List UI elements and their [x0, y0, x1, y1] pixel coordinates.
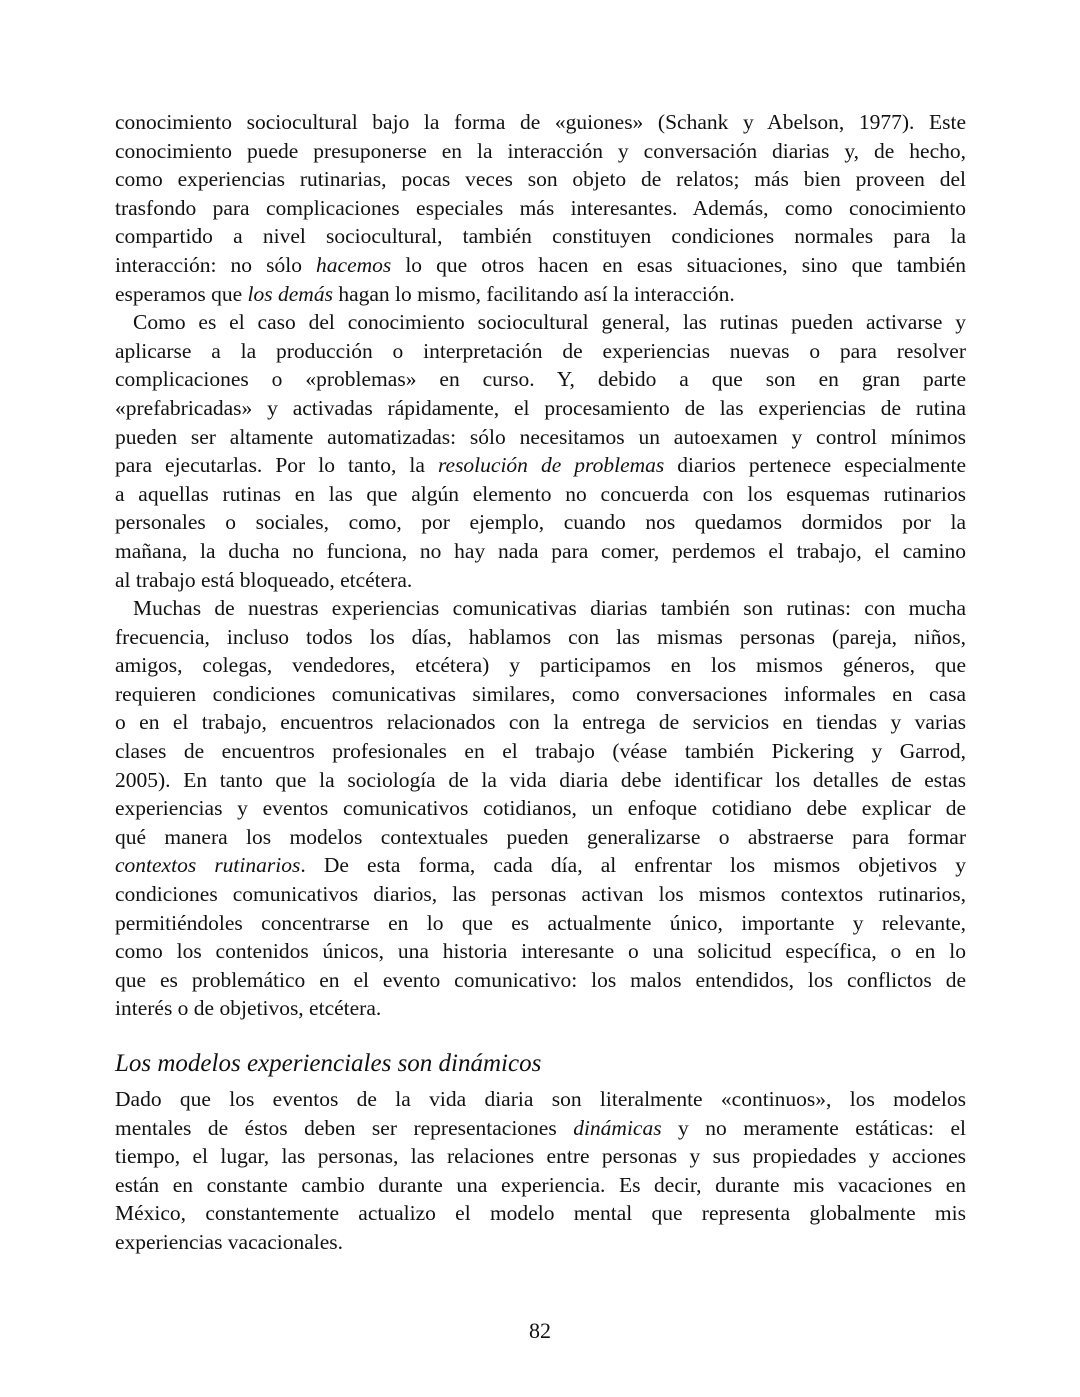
text-line: [115, 251, 966, 280]
text-run: Muchas de nuestras experiencias comunicativas diarias también son rutinas: con mucha: [133, 596, 966, 621]
text-run: hagan lo mismo, facilitando así la interacción.: [332, 281, 735, 306]
text-run: experiencias vacacionales.: [115, 1229, 344, 1254]
text-run: «prefabricadas» y activadas rápidamente, el procesamiento de las experiencias de rutina: [115, 395, 966, 420]
text-line: [115, 1199, 966, 1228]
text-line: [115, 966, 966, 995]
text-run: y no meramente estáticas: el: [661, 1115, 966, 1140]
text-line: [115, 308, 966, 337]
text-run: o en el trabajo, encuentros relacionados con la entrega de servicios en tiendas y varias: [115, 710, 966, 735]
text-line: [115, 680, 966, 709]
text-run: requieren condiciones comunicativas similares, como conversaciones informales en casa: [115, 681, 966, 706]
text-line: [115, 909, 966, 938]
text-line: [115, 537, 966, 566]
text-run: como experiencias rutinarias, pocas veces son objeto de relatos; más bien proveen del: [115, 167, 966, 192]
text-line: [115, 194, 966, 223]
text-run: interés o de objetivos, etcétera.: [115, 996, 382, 1021]
text-run: conocimiento puede presuponerse en la interacción y conversación diarias y, de hecho,: [115, 138, 966, 163]
text-line: [115, 794, 966, 823]
text-run: trasfondo para complicaciones especiales más interesantes. Además, como conocimiento: [115, 195, 966, 220]
text-line: [115, 165, 966, 194]
text-run: interacción: no sólo: [115, 252, 317, 277]
text-run: . De esta forma, cada día, al enfrentar los mismos objetivos y: [300, 853, 966, 878]
text-line: [115, 1085, 966, 1114]
text-line: [115, 708, 966, 737]
text-line: [115, 394, 966, 423]
text-line: [115, 280, 966, 309]
text-run: compartido a nivel sociocultural, también constituyen condiciones normales para la: [115, 224, 966, 249]
text-run: frecuencia, incluso todos los días, hablamos con las mismas personas (pareja, niños,: [115, 624, 966, 649]
page-body: [115, 108, 966, 1257]
text-run: 2005). En tanto que la sociología de la vida diaria debe identificar los detalles de estas: [115, 767, 966, 792]
text-run: están en constante cambio durante una experiencia. Es decir, durante mis vacaciones en: [115, 1172, 966, 1197]
body-text: [115, 108, 966, 1023]
section-body-text: [115, 1085, 966, 1257]
text-line: [115, 1171, 966, 1200]
text-line: [115, 566, 966, 595]
italic-emphasis: los demás: [247, 281, 333, 306]
text-line: [115, 480, 966, 509]
text-run: que es problemático en el evento comunicativo: los malos entendidos, los conflictos de: [115, 967, 966, 992]
text-run: condiciones comunicativos diarios, las personas activan los mismos contextos rutinarios,: [115, 882, 966, 907]
italic-emphasis: hacemos: [316, 252, 392, 277]
italic-emphasis: dinámicas: [573, 1115, 662, 1140]
text-run: a aquellas rutinas en las que algún elemento no concuerda con los esquemas rutinarios: [115, 481, 966, 506]
text-line: [115, 594, 966, 623]
page-number: 82: [529, 1318, 551, 1343]
text-line: [115, 1142, 966, 1171]
text-line: [115, 994, 966, 1023]
text-run: aplicarse a la producción o interpretación de experiencias nuevas o para resolver: [115, 338, 966, 363]
text-run: tiempo, el lugar, las personas, las relaciones entre personas y sus propiedades y acciones: [115, 1144, 966, 1169]
text-line: [115, 623, 966, 652]
text-run: México, constantemente actualizo el modelo mental que representa globalmente mis: [115, 1201, 966, 1226]
text-line: [115, 423, 966, 452]
text-run: qué manera los modelos contextuales pueden generalizarse o abstraerse para formar: [115, 824, 966, 849]
text-run: experiencias y eventos comunicativos cotidianos, un enfoque cotidiano debe explicar de: [115, 796, 966, 821]
text-run: mañana, la ducha no funciona, no hay nada para comer, perdemos el trabajo, el camino: [115, 538, 966, 563]
text-run: clases de encuentros profesionales en el trabajo (véase también Pickering y Garrod,: [115, 739, 966, 764]
text-line: [115, 937, 966, 966]
text-run: amigos, colegas, vendedores, etcétera) y participamos en los mismos géneros, que: [115, 653, 966, 678]
text-run: personales o sociales, como, por ejemplo, cuando nos quedamos dormidos por la: [115, 510, 966, 535]
text-line: [115, 108, 966, 137]
text-run: Como es el caso del conocimiento sociocultural general, las rutinas pueden activarse y: [133, 310, 966, 335]
text-line: [115, 823, 966, 852]
paragraph-p2: [115, 308, 966, 594]
text-line: [115, 880, 966, 909]
text-run: como los contenidos únicos, una historia interesante o una solicitud específica, o en lo: [115, 939, 966, 964]
text-run: diarios pertenece especialmente: [664, 453, 966, 478]
text-line: [115, 337, 966, 366]
text-run: pueden ser altamente automatizadas: sólo necesitamos un autoexamen y control mínimos: [115, 424, 966, 449]
paragraph-p4: [115, 1085, 966, 1257]
text-run: al trabajo está bloqueado, etcétera.: [115, 567, 413, 592]
italic-emphasis: resolución de problemas: [437, 453, 665, 478]
text-run: permitiéndoles concentrarse en lo que es actualmente único, importante y relevante,: [115, 910, 966, 935]
text-line: [115, 365, 966, 394]
text-run: para ejecutarlas. Por lo tanto, la: [115, 453, 438, 478]
text-line: [115, 766, 966, 795]
text-line: [115, 1228, 966, 1257]
text-line: [115, 508, 966, 537]
text-line: [115, 737, 966, 766]
text-line: [115, 137, 966, 166]
text-line: [115, 222, 966, 251]
text-line: [115, 851, 966, 880]
text-run: complicaciones o «problemas» en curso. Y, debido a que son en gran parte: [115, 367, 966, 392]
paragraph-p3: [115, 594, 966, 1023]
section-heading: Los modelos experienciales son dinámicos: [115, 1050, 542, 1077]
paragraph-p1: [115, 108, 966, 308]
text-line: [115, 651, 966, 680]
text-line: [115, 1114, 966, 1143]
text-run: esperamos que: [115, 281, 248, 306]
italic-emphasis: contextos rutinarios: [115, 853, 301, 878]
text-run: conocimiento sociocultural bajo la forma de «guiones» (Schank y Abelson, 1977). Este: [115, 110, 966, 134]
text-run: mentales de éstos deben ser representaciones: [115, 1115, 574, 1140]
text-run: lo que otros hacen en esas situaciones, sino que también: [391, 252, 966, 277]
text-line: [115, 451, 966, 480]
text-run: Dado que los eventos de la vida diaria son literalmente «continuos», los modelos: [115, 1087, 966, 1111]
